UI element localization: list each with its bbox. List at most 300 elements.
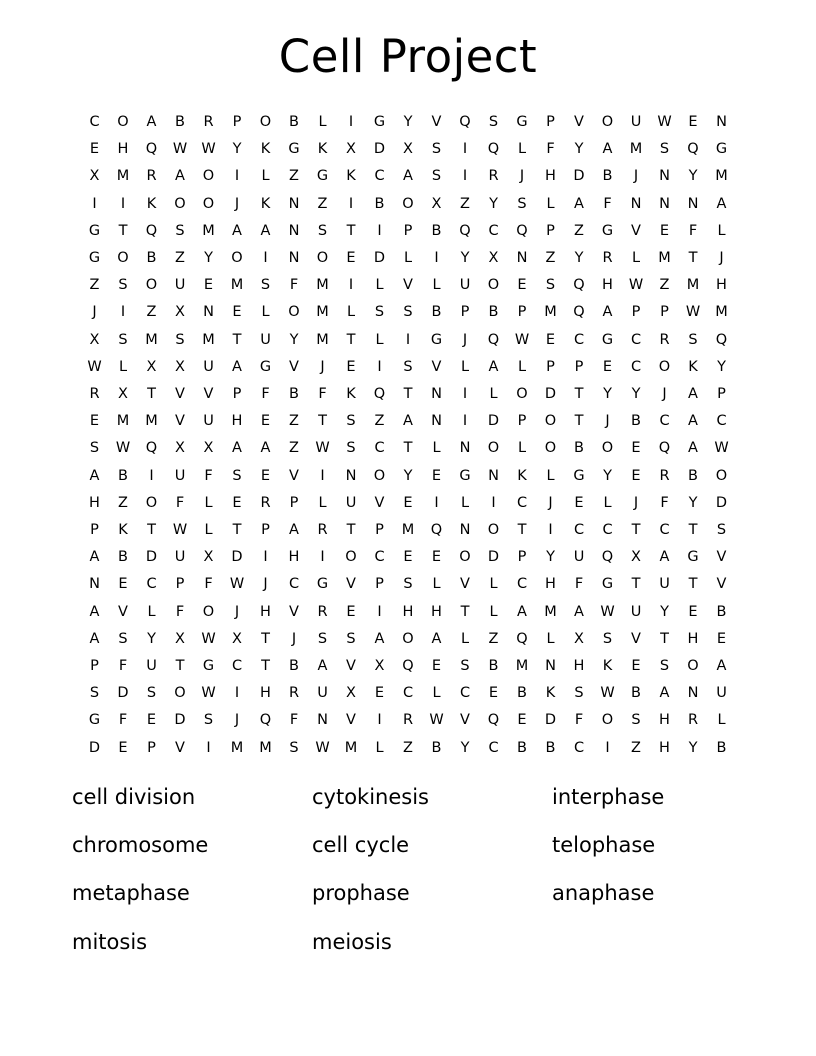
grid-letter-cell[interactable]: N: [203, 304, 214, 321]
grid-letter-cell[interactable]: M: [658, 250, 671, 267]
grid-letter-cell[interactable]: Y: [603, 467, 612, 484]
grid-letter-cell[interactable]: P: [546, 222, 555, 239]
grid-letter-cell[interactable]: Z: [289, 440, 299, 457]
grid-letter-cell[interactable]: I: [434, 250, 439, 267]
grid-letter-cell[interactable]: L: [375, 739, 384, 756]
grid-letter-cell[interactable]: M: [629, 141, 643, 158]
grid-letter-cell[interactable]: D: [544, 712, 557, 729]
grid-letter-cell[interactable]: Y: [460, 739, 470, 756]
grid-letter-cell[interactable]: L: [517, 358, 527, 375]
grid-letter-cell[interactable]: Q: [373, 386, 386, 403]
grid-letter-cell[interactable]: A: [232, 358, 242, 375]
grid-letter-cell[interactable]: E: [488, 685, 499, 702]
grid-letter-cell[interactable]: S: [488, 114, 499, 130]
grid-letter-cell[interactable]: F: [289, 712, 299, 729]
grid-letter-cell[interactable]: Z: [574, 222, 584, 239]
grid-letter-cell[interactable]: W: [600, 685, 615, 702]
grid-letter-cell[interactable]: B: [175, 114, 185, 130]
word-list-item[interactable]: cell division: [72, 784, 196, 809]
grid-letter-cell[interactable]: Q: [715, 331, 728, 348]
grid-letter-cell[interactable]: T: [688, 522, 698, 539]
grid-letter-cell[interactable]: L: [546, 195, 555, 212]
grid-letter-cell[interactable]: Z: [659, 277, 670, 294]
grid-letter-cell[interactable]: E: [89, 141, 100, 158]
grid-letter-cell[interactable]: O: [487, 522, 500, 539]
grid-letter-cell[interactable]: X: [89, 331, 100, 348]
grid-letter-cell[interactable]: O: [487, 277, 500, 294]
grid-letter-cell[interactable]: S: [260, 277, 271, 294]
grid-letter-cell[interactable]: Q: [516, 630, 528, 647]
grid-letter-cell[interactable]: Z: [488, 630, 499, 647]
grid-letter-cell[interactable]: E: [631, 467, 641, 484]
grid-letter-cell[interactable]: X: [118, 386, 128, 403]
grid-letter-cell[interactable]: V: [631, 630, 641, 647]
grid-letter-cell[interactable]: B: [431, 304, 442, 321]
grid-letter-cell[interactable]: B: [289, 658, 299, 675]
grid-letter-cell[interactable]: T: [346, 331, 356, 348]
grid-letter-cell[interactable]: D: [487, 549, 500, 566]
grid-letter-cell[interactable]: M: [202, 331, 215, 348]
grid-letter-cell[interactable]: X: [175, 630, 185, 647]
grid-letter-cell[interactable]: W: [172, 522, 188, 539]
grid-letter-cell[interactable]: K: [317, 141, 328, 158]
grid-letter-cell[interactable]: R: [146, 168, 157, 185]
grid-letter-cell[interactable]: A: [659, 685, 670, 702]
grid-letter-cell[interactable]: O: [145, 277, 158, 294]
grid-letter-cell[interactable]: F: [574, 576, 584, 593]
grid-letter-cell[interactable]: P: [175, 576, 185, 593]
grid-letter-cell[interactable]: I: [548, 522, 553, 539]
grid-letter-cell[interactable]: C: [630, 358, 642, 375]
grid-letter-cell[interactable]: K: [602, 658, 613, 675]
grid-letter-cell[interactable]: O: [516, 386, 528, 403]
grid-letter-cell[interactable]: E: [260, 467, 271, 484]
grid-letter-cell[interactable]: Q: [145, 222, 158, 239]
grid-letter-cell[interactable]: R: [203, 114, 214, 130]
grid-letter-cell[interactable]: S: [460, 658, 470, 675]
grid-letter-cell[interactable]: X: [89, 168, 100, 185]
grid-letter-cell[interactable]: W: [600, 603, 615, 620]
grid-letter-cell[interactable]: I: [434, 494, 439, 511]
word-list-item[interactable]: cytokinesis: [312, 784, 429, 809]
grid-letter-cell[interactable]: C: [488, 739, 499, 756]
grid-letter-cell[interactable]: M: [259, 739, 272, 756]
grid-letter-cell[interactable]: L: [460, 494, 470, 511]
grid-letter-cell[interactable]: Z: [374, 413, 385, 430]
grid-letter-cell[interactable]: O: [316, 250, 329, 267]
grid-letter-cell[interactable]: Q: [601, 549, 614, 566]
grid-letter-cell[interactable]: P: [375, 522, 384, 539]
grid-letter-cell[interactable]: U: [345, 494, 357, 511]
grid-letter-cell[interactable]: W: [201, 685, 216, 702]
grid-letter-cell[interactable]: R: [659, 467, 670, 484]
grid-letter-cell[interactable]: M: [715, 304, 728, 321]
grid-letter-cell[interactable]: L: [432, 440, 441, 457]
grid-letter-cell[interactable]: L: [460, 358, 470, 375]
grid-letter-cell[interactable]: L: [546, 467, 555, 484]
grid-letter-cell[interactable]: C: [146, 576, 157, 593]
grid-letter-cell[interactable]: E: [545, 331, 556, 348]
grid-letter-cell[interactable]: T: [261, 630, 270, 647]
grid-letter-cell[interactable]: B: [118, 549, 128, 566]
grid-letter-cell[interactable]: O: [715, 467, 728, 484]
grid-letter-cell[interactable]: G: [373, 114, 386, 130]
grid-letter-cell[interactable]: D: [145, 549, 158, 566]
grid-letter-cell[interactable]: X: [346, 685, 356, 702]
grid-letter-cell[interactable]: F: [118, 658, 128, 675]
grid-letter-cell[interactable]: U: [174, 467, 186, 484]
grid-letter-cell[interactable]: W: [229, 576, 245, 593]
grid-letter-cell[interactable]: T: [147, 522, 156, 539]
grid-letter-cell[interactable]: A: [602, 141, 613, 158]
grid-letter-cell[interactable]: E: [631, 440, 641, 457]
grid-letter-cell[interactable]: T: [232, 331, 242, 348]
grid-letter-cell[interactable]: L: [517, 440, 527, 457]
grid-letter-cell[interactable]: O: [658, 358, 671, 375]
grid-letter-cell[interactable]: B: [431, 739, 442, 756]
grid-letter-cell[interactable]: G: [288, 141, 300, 158]
grid-letter-cell[interactable]: R: [89, 386, 100, 403]
grid-letter-cell[interactable]: P: [517, 304, 527, 321]
grid-letter-cell[interactable]: H: [402, 603, 414, 620]
grid-letter-cell[interactable]: I: [120, 304, 126, 321]
grid-letter-cell[interactable]: I: [263, 250, 268, 267]
grid-letter-cell[interactable]: A: [232, 440, 242, 457]
grid-letter-cell[interactable]: S: [146, 685, 157, 702]
grid-letter-cell[interactable]: V: [175, 413, 185, 430]
grid-letter-cell[interactable]: O: [202, 195, 215, 212]
grid-letter-cell[interactable]: U: [317, 685, 328, 702]
grid-letter-cell[interactable]: V: [403, 277, 413, 294]
grid-letter-cell[interactable]: G: [259, 358, 272, 375]
grid-letter-cell[interactable]: L: [489, 386, 498, 403]
grid-letter-cell[interactable]: U: [146, 658, 157, 675]
grid-letter-cell[interactable]: F: [289, 277, 299, 294]
grid-letter-cell[interactable]: V: [289, 467, 299, 484]
grid-letter-cell[interactable]: U: [573, 549, 585, 566]
grid-letter-cell[interactable]: C: [573, 739, 585, 756]
grid-letter-cell[interactable]: S: [545, 277, 556, 294]
grid-letter-cell[interactable]: J: [263, 576, 268, 593]
grid-letter-cell[interactable]: S: [346, 440, 356, 457]
grid-letter-cell[interactable]: F: [204, 576, 213, 593]
grid-letter-cell[interactable]: I: [320, 549, 325, 566]
grid-letter-cell[interactable]: T: [346, 522, 356, 539]
grid-letter-cell[interactable]: C: [602, 522, 613, 539]
grid-letter-cell[interactable]: Y: [546, 549, 555, 566]
grid-letter-cell[interactable]: L: [717, 222, 726, 239]
grid-letter-cell[interactable]: D: [487, 413, 500, 430]
grid-letter-cell[interactable]: O: [174, 195, 186, 212]
grid-letter-cell[interactable]: W: [429, 712, 444, 729]
grid-letter-cell[interactable]: W: [115, 440, 131, 457]
grid-letter-cell[interactable]: R: [659, 331, 670, 348]
grid-letter-cell[interactable]: S: [602, 630, 613, 647]
grid-letter-cell[interactable]: Z: [289, 413, 299, 430]
grid-letter-cell[interactable]: U: [459, 277, 471, 294]
grid-letter-cell[interactable]: N: [431, 386, 442, 403]
grid-letter-cell[interactable]: D: [174, 712, 186, 729]
grid-letter-cell[interactable]: Z: [89, 277, 100, 294]
grid-letter-cell[interactable]: F: [574, 712, 584, 729]
grid-letter-cell[interactable]: M: [401, 522, 415, 539]
grid-letter-cell[interactable]: M: [145, 331, 158, 348]
grid-letter-cell[interactable]: A: [232, 222, 242, 239]
grid-letter-cell[interactable]: B: [716, 739, 727, 756]
grid-letter-cell[interactable]: M: [686, 277, 700, 294]
grid-letter-cell[interactable]: C: [659, 522, 670, 539]
grid-letter-cell[interactable]: W: [201, 141, 216, 158]
word-list-item[interactable]: cell cycle: [312, 833, 410, 858]
grid-letter-cell[interactable]: E: [517, 277, 527, 294]
grid-letter-cell[interactable]: V: [289, 358, 299, 375]
word-list-item[interactable]: mitosis: [72, 929, 148, 954]
grid-letter-cell[interactable]: B: [602, 168, 613, 185]
grid-letter-cell[interactable]: G: [430, 331, 443, 348]
grid-letter-cell[interactable]: L: [717, 712, 726, 729]
grid-letter-cell[interactable]: P: [574, 358, 584, 375]
grid-letter-cell[interactable]: I: [462, 141, 468, 158]
grid-letter-cell[interactable]: V: [431, 114, 442, 130]
grid-letter-cell[interactable]: S: [403, 576, 413, 593]
grid-letter-cell[interactable]: U: [630, 114, 642, 130]
grid-letter-cell[interactable]: B: [488, 304, 499, 321]
grid-letter-cell[interactable]: H: [231, 413, 243, 430]
grid-letter-cell[interactable]: M: [116, 413, 130, 430]
grid-letter-cell[interactable]: B: [289, 114, 299, 130]
grid-letter-cell[interactable]: P: [403, 222, 413, 239]
grid-letter-cell[interactable]: H: [89, 494, 100, 511]
grid-letter-cell[interactable]: L: [432, 277, 441, 294]
grid-letter-cell[interactable]: T: [318, 413, 327, 430]
grid-letter-cell[interactable]: S: [517, 195, 527, 212]
grid-letter-cell[interactable]: S: [175, 331, 185, 348]
grid-letter-cell[interactable]: V: [175, 739, 185, 756]
grid-letter-cell[interactable]: R: [317, 603, 328, 620]
grid-letter-cell[interactable]: X: [403, 141, 413, 158]
grid-letter-cell[interactable]: V: [175, 386, 185, 403]
grid-letter-cell[interactable]: S: [317, 630, 328, 647]
grid-letter-cell[interactable]: I: [377, 603, 382, 620]
grid-letter-cell[interactable]: Q: [459, 222, 471, 239]
grid-letter-cell[interactable]: B: [488, 658, 499, 675]
grid-letter-cell[interactable]: H: [573, 658, 585, 675]
grid-letter-cell[interactable]: D: [373, 250, 386, 267]
grid-letter-cell[interactable]: X: [346, 141, 356, 158]
grid-letter-cell[interactable]: T: [118, 222, 128, 239]
grid-letter-cell[interactable]: Z: [118, 494, 128, 511]
grid-letter-cell[interactable]: J: [605, 413, 610, 430]
grid-letter-cell[interactable]: F: [118, 712, 128, 729]
grid-letter-cell[interactable]: A: [688, 440, 698, 457]
word-list-item[interactable]: telophase: [552, 833, 656, 858]
grid-letter-cell[interactable]: H: [545, 168, 556, 185]
grid-letter-cell[interactable]: K: [118, 522, 128, 539]
grid-letter-cell[interactable]: L: [546, 630, 555, 647]
grid-letter-cell[interactable]: X: [374, 658, 385, 675]
grid-letter-cell[interactable]: L: [204, 494, 213, 511]
grid-letter-cell[interactable]: T: [517, 522, 527, 539]
grid-letter-cell[interactable]: M: [515, 658, 529, 675]
grid-letter-cell[interactable]: M: [230, 739, 244, 756]
grid-letter-cell[interactable]: T: [688, 576, 698, 593]
grid-letter-cell[interactable]: K: [688, 358, 698, 375]
grid-letter-cell[interactable]: X: [175, 358, 185, 375]
grid-letter-cell[interactable]: W: [87, 358, 102, 375]
grid-letter-cell[interactable]: V: [460, 712, 470, 729]
grid-letter-cell[interactable]: T: [175, 658, 185, 675]
grid-letter-cell[interactable]: N: [545, 658, 556, 675]
grid-letter-cell[interactable]: P: [631, 304, 641, 321]
grid-letter-cell[interactable]: L: [147, 603, 156, 620]
grid-letter-cell[interactable]: Q: [687, 141, 699, 158]
grid-letter-cell[interactable]: O: [544, 440, 557, 457]
grid-letter-cell[interactable]: B: [688, 467, 698, 484]
grid-letter-cell[interactable]: J: [234, 712, 240, 729]
grid-letter-cell[interactable]: C: [288, 576, 300, 593]
grid-letter-cell[interactable]: Q: [573, 277, 585, 294]
grid-letter-cell[interactable]: L: [603, 494, 612, 511]
grid-letter-cell[interactable]: C: [716, 413, 727, 430]
grid-letter-cell[interactable]: S: [374, 304, 385, 321]
grid-letter-cell[interactable]: K: [346, 386, 356, 403]
grid-letter-cell[interactable]: L: [403, 250, 413, 267]
grid-letter-cell[interactable]: Q: [487, 712, 500, 729]
grid-letter-cell[interactable]: V: [631, 222, 641, 239]
grid-letter-cell[interactable]: C: [630, 331, 642, 348]
grid-letter-cell[interactable]: E: [118, 576, 128, 593]
grid-letter-cell[interactable]: L: [460, 630, 470, 647]
grid-letter-cell[interactable]: A: [403, 413, 413, 430]
grid-letter-cell[interactable]: A: [260, 440, 271, 457]
grid-letter-cell[interactable]: B: [517, 739, 527, 756]
word-list-item[interactable]: anaphase: [552, 881, 655, 906]
grid-letter-cell[interactable]: I: [462, 168, 468, 185]
grid-letter-cell[interactable]: Z: [317, 195, 328, 212]
grid-letter-cell[interactable]: L: [261, 304, 270, 321]
grid-letter-cell[interactable]: C: [231, 658, 243, 675]
grid-letter-cell[interactable]: O: [345, 549, 357, 566]
grid-letter-cell[interactable]: T: [403, 386, 413, 403]
grid-letter-cell[interactable]: L: [631, 250, 641, 267]
grid-letter-cell[interactable]: O: [373, 467, 386, 484]
grid-letter-cell[interactable]: I: [405, 331, 411, 348]
grid-letter-cell[interactable]: P: [546, 358, 555, 375]
grid-letter-cell[interactable]: O: [487, 440, 500, 457]
grid-letter-cell[interactable]: P: [517, 549, 527, 566]
grid-letter-cell[interactable]: J: [234, 603, 240, 620]
grid-letter-cell[interactable]: N: [89, 576, 100, 593]
grid-letter-cell[interactable]: C: [459, 685, 471, 702]
grid-letter-cell[interactable]: X: [232, 630, 242, 647]
grid-letter-cell[interactable]: J: [548, 494, 553, 511]
grid-letter-cell[interactable]: K: [146, 195, 157, 212]
grid-letter-cell[interactable]: A: [317, 658, 328, 675]
grid-letter-cell[interactable]: J: [92, 304, 97, 321]
grid-letter-cell[interactable]: N: [659, 195, 670, 212]
grid-letter-cell[interactable]: M: [230, 277, 244, 294]
grid-letter-cell[interactable]: B: [431, 222, 442, 239]
grid-letter-cell[interactable]: O: [259, 114, 272, 130]
grid-letter-cell[interactable]: P: [375, 576, 384, 593]
grid-letter-cell[interactable]: P: [232, 386, 242, 403]
grid-letter-cell[interactable]: I: [348, 277, 354, 294]
grid-letter-cell[interactable]: N: [516, 250, 528, 267]
grid-letter-cell[interactable]: M: [344, 739, 358, 756]
grid-letter-cell[interactable]: W: [514, 331, 530, 348]
grid-letter-cell[interactable]: E: [431, 658, 442, 675]
grid-letter-cell[interactable]: M: [316, 331, 329, 348]
grid-letter-cell[interactable]: A: [89, 630, 100, 647]
grid-letter-cell[interactable]: G: [88, 222, 101, 239]
grid-letter-cell[interactable]: O: [544, 413, 557, 430]
grid-letter-cell[interactable]: O: [402, 630, 414, 647]
grid-letter-cell[interactable]: A: [374, 630, 385, 647]
grid-letter-cell[interactable]: Y: [688, 168, 698, 185]
grid-letter-cell[interactable]: O: [601, 712, 614, 729]
grid-letter-cell[interactable]: Y: [147, 630, 156, 647]
grid-letter-cell[interactable]: D: [231, 549, 243, 566]
grid-letter-cell[interactable]: C: [516, 576, 528, 593]
grid-letter-cell[interactable]: L: [432, 685, 441, 702]
grid-letter-cell[interactable]: E: [688, 603, 698, 620]
grid-letter-cell[interactable]: J: [633, 494, 639, 511]
grid-letter-cell[interactable]: S: [203, 712, 214, 729]
grid-letter-cell[interactable]: A: [574, 195, 584, 212]
grid-letter-cell[interactable]: Z: [545, 250, 556, 267]
grid-letter-cell[interactable]: T: [688, 250, 698, 267]
grid-letter-cell[interactable]: S: [89, 440, 100, 457]
grid-letter-cell[interactable]: R: [488, 168, 499, 185]
grid-letter-cell[interactable]: A: [517, 603, 527, 620]
grid-letter-cell[interactable]: F: [318, 386, 327, 403]
grid-letter-cell[interactable]: Q: [459, 114, 471, 130]
grid-letter-cell[interactable]: Y: [688, 494, 698, 511]
grid-letter-cell[interactable]: H: [659, 739, 670, 756]
grid-letter-cell[interactable]: Q: [145, 141, 158, 158]
grid-letter-cell[interactable]: N: [288, 195, 300, 212]
grid-letter-cell[interactable]: P: [147, 739, 156, 756]
grid-letter-cell[interactable]: E: [688, 114, 698, 130]
grid-letter-cell[interactable]: N: [687, 195, 699, 212]
grid-letter-cell[interactable]: E: [631, 658, 641, 675]
grid-letter-cell[interactable]: L: [318, 494, 327, 511]
grid-letter-cell[interactable]: W: [172, 141, 188, 158]
grid-letter-cell[interactable]: M: [715, 168, 728, 185]
grid-letter-cell[interactable]: X: [631, 549, 641, 566]
grid-letter-cell[interactable]: M: [145, 413, 158, 430]
grid-letter-cell[interactable]: G: [715, 141, 728, 158]
grid-letter-cell[interactable]: F: [660, 494, 669, 511]
grid-letter-cell[interactable]: I: [491, 494, 496, 511]
grid-letter-cell[interactable]: Y: [631, 386, 641, 403]
grid-letter-cell[interactable]: O: [202, 603, 215, 620]
grid-letter-cell[interactable]: C: [89, 114, 100, 130]
grid-letter-cell[interactable]: U: [716, 685, 727, 702]
grid-letter-cell[interactable]: E: [716, 630, 727, 647]
grid-letter-cell[interactable]: C: [488, 222, 499, 239]
grid-letter-cell[interactable]: B: [716, 603, 727, 620]
grid-letter-cell[interactable]: B: [289, 386, 299, 403]
grid-letter-cell[interactable]: X: [431, 195, 442, 212]
grid-letter-cell[interactable]: E: [118, 739, 128, 756]
grid-letter-cell[interactable]: I: [263, 549, 268, 566]
grid-letter-cell[interactable]: S: [403, 358, 413, 375]
grid-letter-cell[interactable]: R: [260, 494, 271, 511]
grid-letter-cell[interactable]: E: [374, 685, 385, 702]
grid-letter-cell[interactable]: A: [403, 168, 413, 185]
grid-letter-cell[interactable]: C: [659, 413, 670, 430]
